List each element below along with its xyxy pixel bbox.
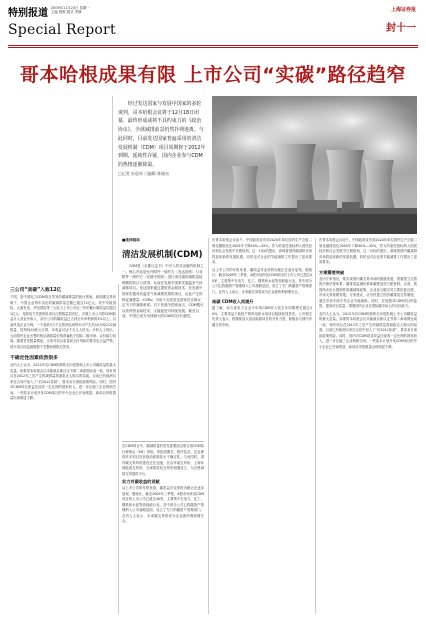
subhead-uncertainty: 不确定性因素依然很多 <box>10 356 58 361</box>
headline: 哥本哈根成果有限 上市公司“实碳”路径趋窄 <box>19 64 407 86</box>
column-middle <box>122 444 204 614</box>
section-divider <box>122 441 204 442</box>
column-divider-3 <box>315 238 316 614</box>
center-right-paragraph-2: 从上市公司的年报来看，碳收益对业绩的贡献正在逐步显现。据统计，截至2009年三季度，A股市场涉及CDM项目的上市公司已超过40家，主要集中在电力、化工、钢铁和水泥等高耗能行业。其中部分公司已将碳资产管理纳入公司战略层面，设立了专门的碳资产管理部门。业内人士表示，未来碳交易将成为企业新的利润增长点。 <box>212 267 312 294</box>
issue-date: 2009年11月23日 星期一 <box>51 6 90 10</box>
section-label: 特别报道 <box>8 8 48 19</box>
column-left-paragraph: 下图，是中国电力CDM项目签发的碳减排量的统计图表。新的碳交易机制下，中国企业每年卖出的碳减排量总额已超过12亿元。其中华能国际、大唐发电、华电国际等三大电力上市公司近三年的累计碳收益均超过1亿元，龙源电力凭借风电项目注册数量居首位。多数上市公司将CDM收益计入营业外收入，部分公司的碳收益已占到全年净利润的5%以上。以某风电企业为例，一个装机5万千瓦的风电场每年可产生约10万吨CO2减排量，按每吨10欧元计算，年收益可达千万元人民币。分析人士指出，当前国内企业出售的核证减排量价格普遍低于国际二级市场，议价能力较弱。随着签发数量增加，买家对项目质量和交付风险的要求也日益严格，部分项目因监测数据不完整而被推迟签发。 <box>10 295 116 349</box>
subhead-contribution: 实力对碳收益的贡献 <box>122 479 160 484</box>
center-right-paragraph-3: 据了解，南方某电力企业今年的CDM收入较去年同期增长超过30%，主要得益于新投产的风电和水电项目陆续获得签发。公司相关负责人表示，将继续加大清洁能源项目的开发力度，积极参与国内外碳交易市场。 <box>212 306 312 327</box>
column-middle-paragraph: 在CDM项目中，碳减排量的签发需要经过联合国CDM执行理事会（EB）审批，审批周期长、程序复杂，这也使得许多项目在获批前面临较大不确定性。与此同时，国内碳交易所的建设正在加速，北京环境交易所、上海环境能源交易所、天津排放权交易所相继成立，为自愿减排交易提供平台。 <box>122 444 204 476</box>
right-paragraph-3: 业内人士认为，2012年后CDM机制的走向是影响上市公司碳收益的最大变量。如果哥本哈根会议未能就京都议定书第二承诺期达成一致，现有项目在2012年之后产生的减排量将面临无人购买的局面。目前已有欧洲买家在合同中加入了“后2012条款”，要求卖方承担政策风险。同时，国内对CDM项目收益还征收一定比例的国家收入，进一步压缩了企业利润空间。一些原本计划开发CDM项目的中小企业已开始观望，新项目申报数量出现明显下降。 <box>319 311 417 349</box>
column-right <box>319 238 417 614</box>
sidebar-text: CDM是《京都议定书》中引入的灵活履约机制之一。核心内容是允许附件一缔约方（发达国家）与非附件一缔约方（发展中国家）进行项目级的减排量抵销额的转让与获得，从而在发展中国家实施温室气体减排项目。发达国家通过提供资金和技术，在发展中国家实施具有温室气体减排效果的项目，由此产生的核证减排量（CERs）可用于完成发达国家在京都议定书下的减排承诺。对于发展中国家而言，CDM既可以获得资金和技术，又能促进可持续发展。截至目前，中国已成为全球最大的CDM项目东道国。 <box>122 264 204 319</box>
column-center-right <box>212 238 312 614</box>
right-paragraph: 在哥本哈根会议前夕，中国政府宣布到2020年单位国内生产总值二氧化碳排放比2005年下降40%—45%，作为约束性指标纳入国民经济和社会发展中长期规划。这一目标的提出，意味着国内碳减排市场将迎来新的发展机遇，同时也对企业的节能减排工作提出了更高要求。 <box>319 238 417 264</box>
sidebar-cdm <box>122 238 204 438</box>
byline: □记者 孙思奇 ○编辑 陈晓东 <box>118 170 170 176</box>
sidebar-title: 清洁发展机制(CDM) <box>122 250 203 260</box>
issue-meta <box>51 6 90 14</box>
subhead-south-cdm: 南碳 CDM收入再提升 <box>212 299 254 304</box>
column-middle-paragraph-2: 从上市公司的年报来看，碳收益对业绩的贡献正在逐步显现。据统计，截至2009年三季度，A股市场涉及CDM项目的上市公司已超过40家，主要集中在电力、化工、钢铁和水泥等高耗能行业。其中部分公司已将碳资产管理纳入公司战略层面，设立了专门的碳资产管理部门。业内人士表示，未来碳交易将成为企业新的利润增长点。 <box>122 486 204 523</box>
section-label-en: Special Report <box>8 22 116 38</box>
cooling-towers-photo <box>212 96 417 234</box>
column-divider-1 <box>118 284 119 614</box>
lead-text: 经过发达国家与发展中国家的多轮谈判，哥本哈根会议将于12月18日闭幕，最终形成或将不具约束力的《政治协议》，全球减排前景仍然扑朔迷离。与此同时，目前发达国家普遍采用的清洁发展机制（CDM）项目周期将于2012年到期，延续性存疑，国内企业参与CDM的热情逐渐降温。 <box>118 101 206 168</box>
masthead-right <box>336 6 416 42</box>
paper-name: 上海证券报 <box>390 7 416 13</box>
sidebar-tag: ■延伸阅读 <box>122 238 140 242</box>
masthead-rule-thin <box>8 47 418 48</box>
column-left <box>10 284 116 614</box>
column-divider-2 <box>208 238 209 614</box>
issue-editors: 主编 程维 版式 李静 <box>51 10 82 14</box>
subhead-breakthrough: 方案需要突破 <box>319 269 345 275</box>
masthead-rule <box>8 45 418 46</box>
masthead-left <box>8 4 158 44</box>
center-right-paragraph: 在哥本哈根会议前夕，中国政府宣布到2020年单位国内生产总值二氧化碳排放比2005年下降40%—45%，作为约束性指标纳入国民经济和社会发展中长期规划。这一目标的提出，意味着国内碳减排市场将迎来新的发展机遇，同时也对企业的节能减排工作提出了更高要求。 <box>212 238 312 264</box>
column-left-paragraph-2: 业内人士认为，2012年后CDM机制的走向是影响上市公司碳收益的最大变量。如果哥本哈根会议未能就京都议定书第二承诺期达成一致，现有项目在2012年之后产生的减排量将面临无人购买的局面。目前已有欧洲买家在合同中加入了“后2012条款”，要求卖方承担政策风险。同时，国内对CDM项目收益还征收一定比例的国家收入，进一步压缩了企业利润空间。一些原本计划开发CDM项目的中小企业已开始观望，新项目申报数量出现明显下降。 <box>10 363 116 400</box>
right-paragraph-2: 业内专家指出，要实现国内碳交易市场的健康发展，需要建立完善的法律法规体系、碳排放监测体系和碳排放权分配机制。目前，我国尚未出台强制性的碳减排政策，企业参与碳交易主要依靠自愿，市场交易规模有限。专家建议，应尽快建立国内碳排放交易制度，通过市场手段引导企业节能减排。同时，应加强对CDM项目的监管，提高项目质量，增强国内企业在国际碳市场上的议价能力。 <box>319 276 417 308</box>
subhead-three-companies: 三公司“卖碳”入账12亿 <box>10 288 62 293</box>
page-number: 封十一 <box>386 23 416 34</box>
